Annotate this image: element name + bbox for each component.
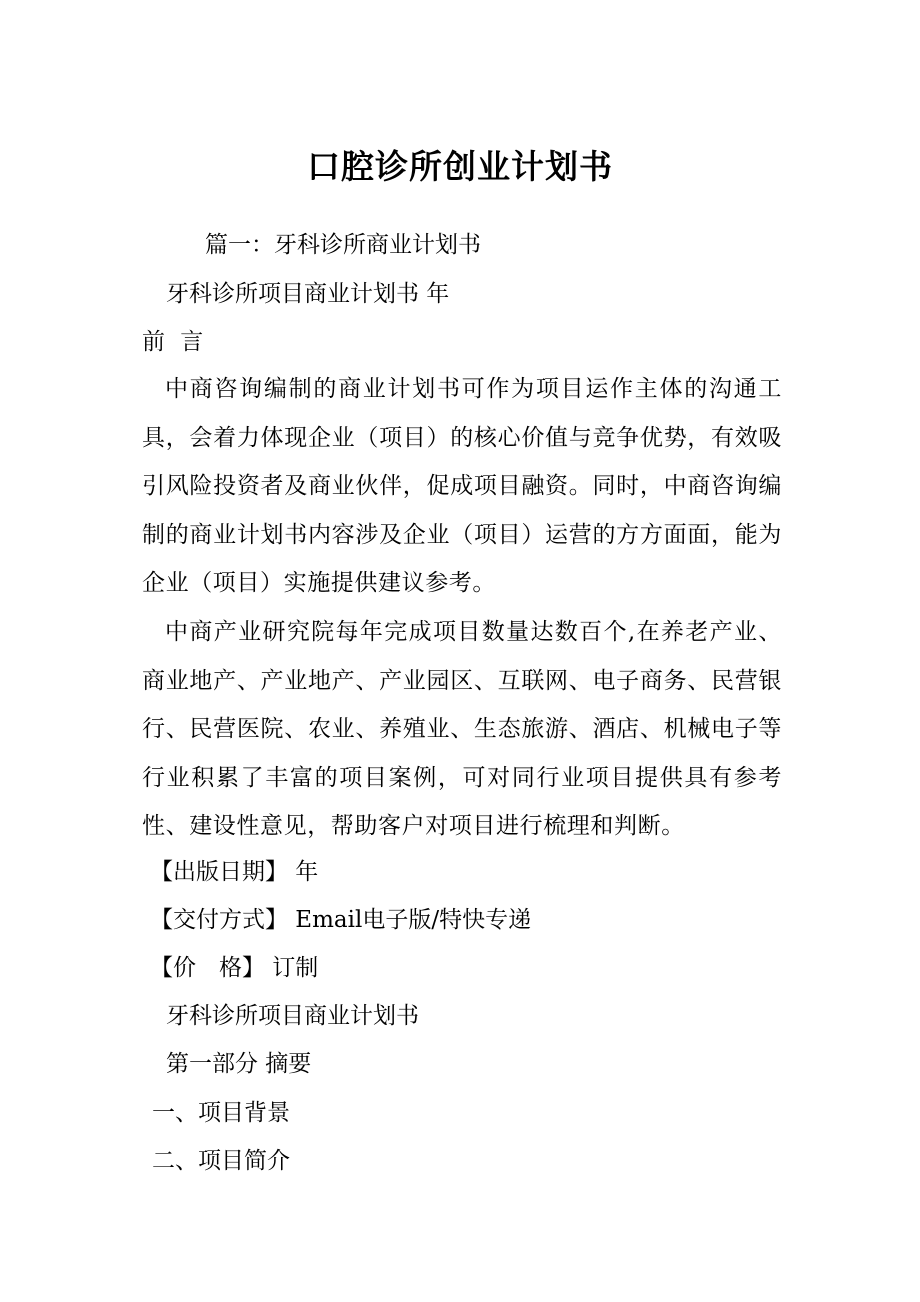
toc-title: 牙科诊所项目商业计划书	[166, 1003, 419, 1029]
document-title: 口腔诊所创业计划书	[307, 147, 613, 186]
toc-item-2: 二、项目简介	[152, 1148, 290, 1174]
price: 【价 格】 订制	[150, 955, 319, 981]
preface-heading: 前 言	[142, 329, 208, 355]
toc-item-1: 一、项目背景	[152, 1100, 290, 1126]
part-one-heading: 第一部分 摘要	[166, 1051, 312, 1077]
delivery-method: 【交付方式】 Email电子版/特快专递	[150, 907, 532, 933]
section-heading: 篇一：牙科诊所商业计划书	[205, 232, 481, 258]
preface-paragraph-2: 中商产业研究院每年完成项目数量达数百个,在养老产业、商业地产、产业地产、产业园区、互联网、电子商务、民营银行、民营医院、农业、养殖业、生态旅游、酒店、机械电子等行业积累了丰富的项目案例，可对同行业项目提供具有参考性、建设性意见，帮助客户对项目进行梳理和判断。	[142, 619, 782, 839]
publish-date: 【出版日期】 年	[150, 859, 319, 885]
subtitle: 牙科诊所项目商业计划书 年	[166, 281, 450, 307]
preface-paragraph-1: 中商咨询编制的商业计划书可作为项目运作主体的沟通工具，会着力体现企业（项目）的核心价值与竞争优势，有效吸引风险投资者及商业伙伴，促成项目融资。同时，中商咨询编制的商业计划书内容涉及企业（项目）运营的方方面面，能为企业（项目）实施提供建议参考。	[142, 376, 782, 596]
